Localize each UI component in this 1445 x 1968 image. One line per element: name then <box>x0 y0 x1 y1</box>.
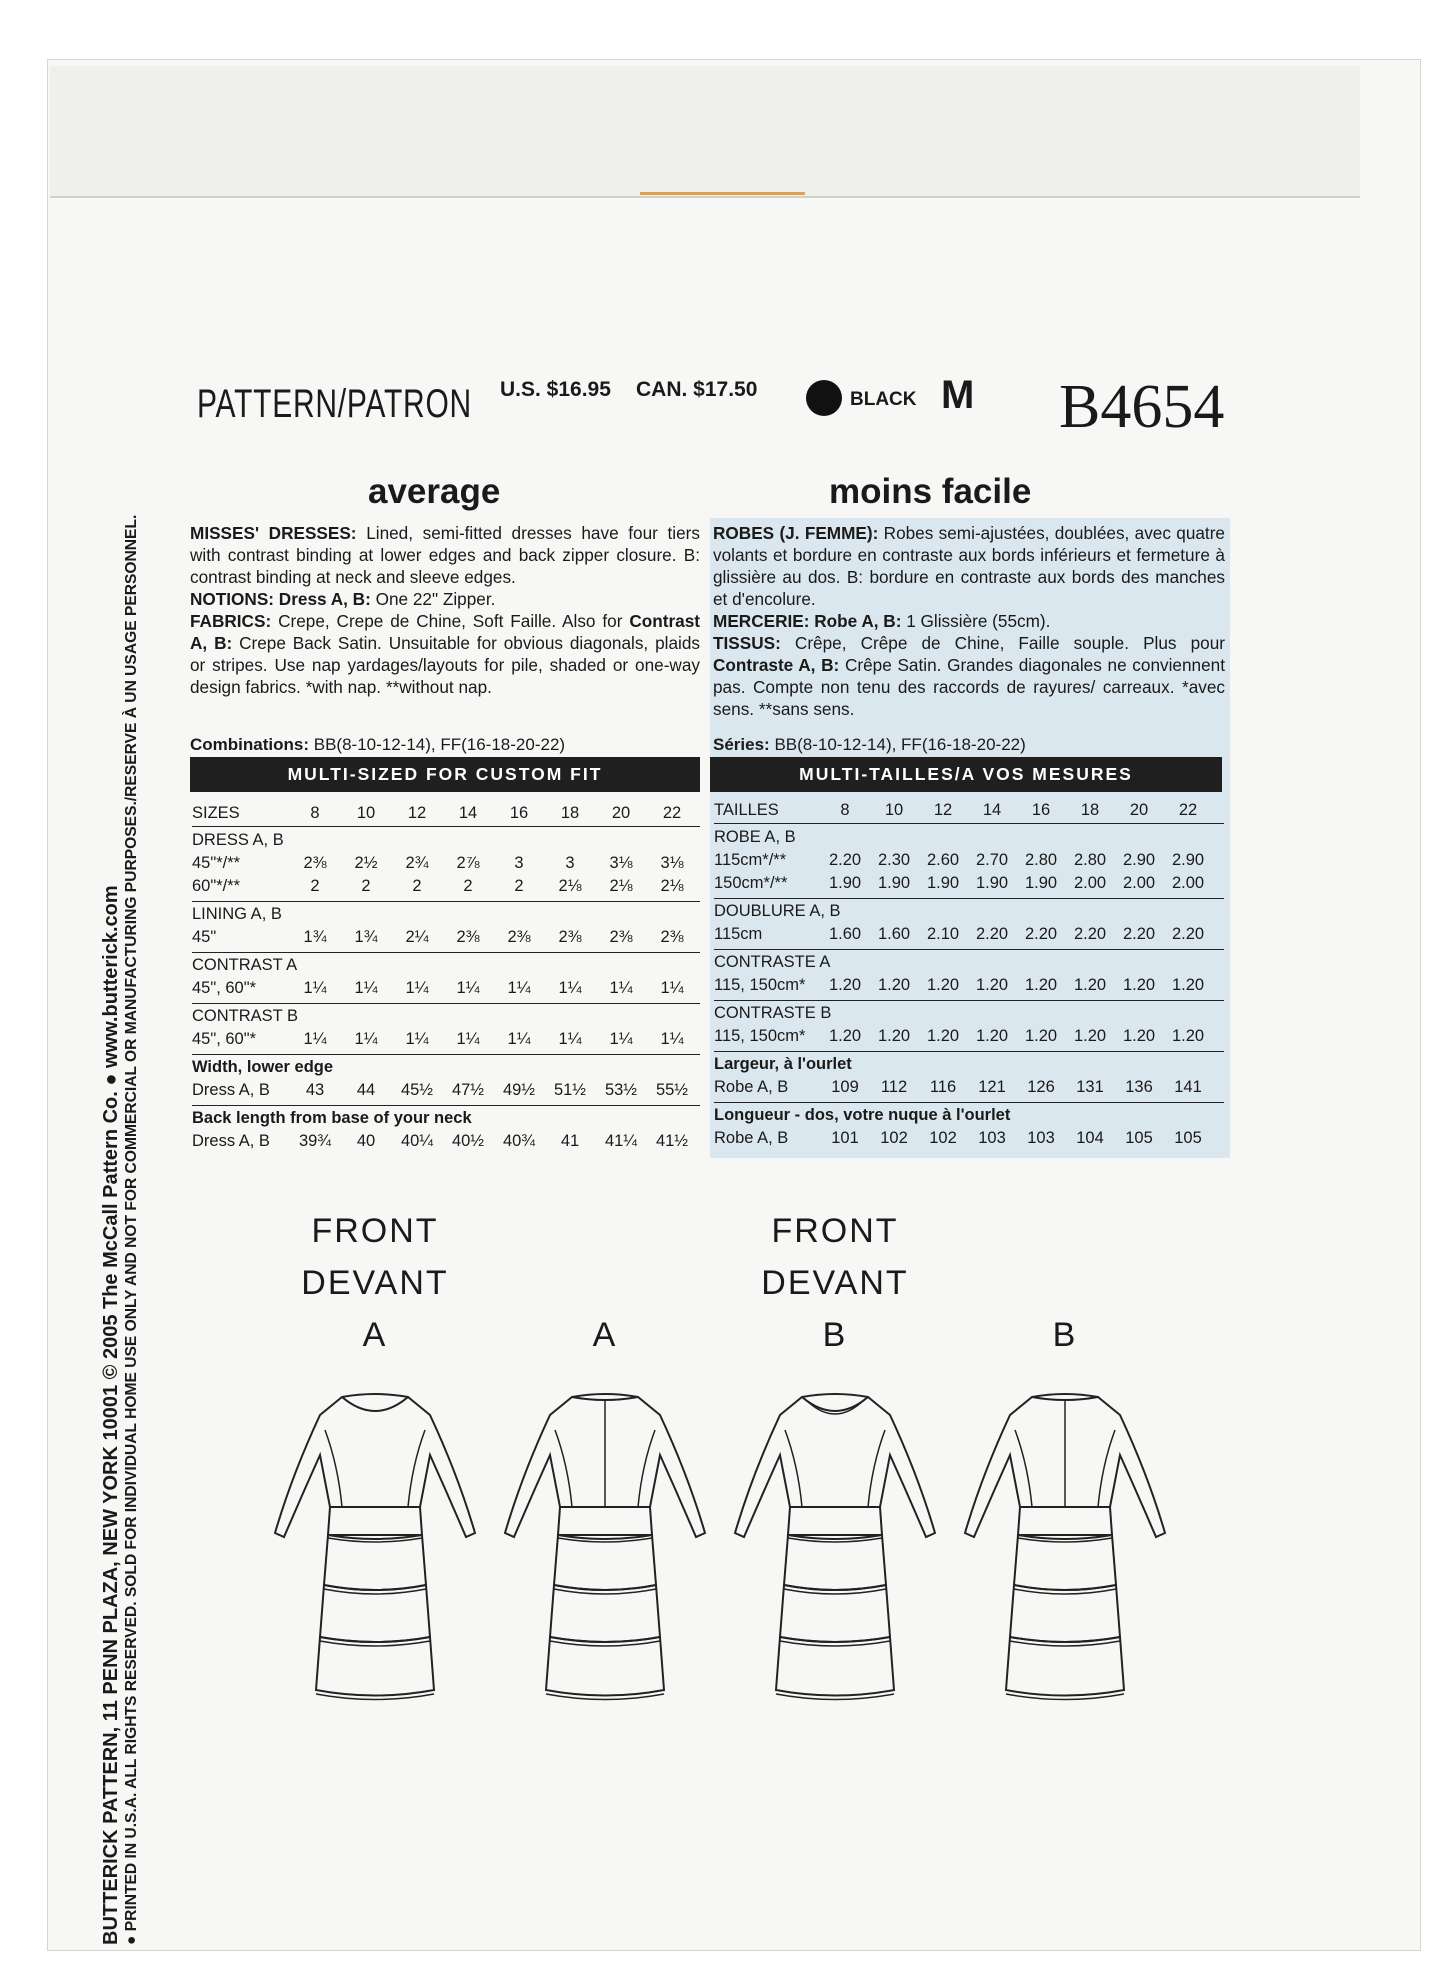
table-title-fr: MULTI-TAILLES/A VOS MESURES <box>710 757 1222 792</box>
width-cell: 116 <box>929 1078 957 1096</box>
difficulty-fr: moins facile <box>829 472 1032 511</box>
value-cell: 1.20 <box>1122 976 1156 994</box>
value-cell: 2 <box>463 877 473 895</box>
view-label <box>955 1205 1175 1361</box>
value-cell: 3 <box>514 854 524 872</box>
row-label: 45", 60"* <box>192 1030 257 1048</box>
robes-title: ROBES (J. FEMME): <box>713 523 879 543</box>
mercerie-text: 1 Glissière (55cm). <box>906 611 1051 631</box>
table-rule <box>192 1105 700 1106</box>
value-cell: 1¼ <box>660 979 684 997</box>
contrast-text: Crepe Back Satin. Unsuitable for obvious diagonals, plaids or stripes. Use nap yardages/layouts for pile, shaded or one-way design fabrics. *with nap. **without nap. <box>190 633 700 697</box>
value-cell: 2⅞ <box>456 854 480 872</box>
table-rule <box>714 949 1224 950</box>
table-rule <box>192 952 700 953</box>
view-line2: DEVANT <box>761 1264 909 1302</box>
view-line2: DEVANT <box>301 1264 449 1302</box>
view-line1 <box>955 1205 1175 1257</box>
back-cell: 40 <box>356 1132 376 1150</box>
value-cell: 1¼ <box>456 979 480 997</box>
value-cell: 1.20 <box>1171 1027 1205 1045</box>
row-label: CONTRASTE B <box>714 1004 832 1022</box>
row-label: 45"*/** <box>192 854 241 872</box>
value-cell: 2.10 <box>926 925 960 943</box>
value-cell: 1.20 <box>975 976 1009 994</box>
value-cell: 2¾ <box>405 854 429 872</box>
value-cell: 1¼ <box>354 979 378 997</box>
value-cell: 2.20 <box>975 925 1009 943</box>
price-us: U.S. $16.95 <box>500 378 611 401</box>
value-cell: 2.80 <box>1073 851 1107 869</box>
size-cell: 14 <box>458 804 478 822</box>
view-letter: B <box>822 1316 848 1354</box>
width-cell: 109 <box>831 1078 859 1096</box>
value-cell: 2⅜ <box>456 928 480 946</box>
value-cell: 2.00 <box>1073 874 1107 892</box>
flap-color-tick <box>640 192 805 195</box>
table-rule <box>714 1000 1224 1001</box>
value-cell: 1¼ <box>609 979 633 997</box>
notions-text: One 22" Zipper. <box>375 589 496 609</box>
value-cell: 3 <box>565 854 575 872</box>
back-cell: 104 <box>1076 1129 1104 1147</box>
series-label: Séries: <box>713 735 770 754</box>
value-cell: 1.60 <box>828 925 862 943</box>
width-cell: 141 <box>1174 1078 1202 1096</box>
width-title: Largeur, à l'ourlet <box>714 1055 852 1073</box>
combinations-en <box>190 735 565 755</box>
difficulty-en: average <box>368 472 501 511</box>
back-cell: 40½ <box>451 1132 485 1150</box>
row-label: 115cm*/** <box>714 851 787 869</box>
view-letter: B <box>1052 1316 1078 1354</box>
width-cell: 131 <box>1076 1078 1104 1096</box>
value-cell: 2⅜ <box>303 854 327 872</box>
value-cell: 1¼ <box>354 1030 378 1048</box>
value-cell: 1.20 <box>1122 1027 1156 1045</box>
value-cell: 2.20 <box>1024 925 1058 943</box>
misses-title: MISSES' DRESSES: <box>190 523 357 543</box>
back-cell: 101 <box>831 1129 859 1147</box>
value-cell: 1¼ <box>558 1030 582 1048</box>
size-cell: 22 <box>1178 801 1198 819</box>
view-line1 <box>495 1205 715 1257</box>
value-cell: 2.80 <box>1024 851 1058 869</box>
combinations-label: Combinations: <box>190 735 309 754</box>
dress-drawing <box>270 1385 480 1725</box>
row-label: CONTRAST B <box>192 1007 299 1025</box>
value-cell: 1¼ <box>609 1030 633 1048</box>
back-cell: 41¼ <box>604 1132 638 1150</box>
back-cell: 41½ <box>655 1132 689 1150</box>
row-label: ROBE A, B <box>714 828 796 846</box>
table-rule <box>192 901 700 902</box>
value-cell: 2⅛ <box>660 877 684 895</box>
value-cell: 1.90 <box>828 874 862 892</box>
size-cell: 8 <box>310 804 320 822</box>
side-line-1: BUTTERICK PATTERN, 11 PENN PLAZA, NEW YORK 10001 © 2005 The McCall Pattern Co. ● www.butterick.com <box>100 885 122 1945</box>
value-cell: 2 <box>310 877 320 895</box>
value-cell: 1.90 <box>975 874 1009 892</box>
description-en <box>190 522 700 698</box>
width-cell: 53½ <box>604 1081 638 1099</box>
side-line-2: ● PRINTED IN U.S.A. ALL RIGHTS RESERVED. SOLD FOR INDIVIDUAL HOME USE ONLY AND NOT FOR COMMERCIAL OR MANUFACTURING PURPOSES./RESERVE À UN USAGE PERSONNEL. <box>123 514 140 1945</box>
width-cell: 49½ <box>502 1081 536 1099</box>
width-cell: 126 <box>1027 1078 1055 1096</box>
row-label: 115, 150cm* <box>714 976 806 994</box>
size-cell: 20 <box>611 804 631 822</box>
table-title-en: MULTI-SIZED FOR CUSTOM FIT <box>190 757 700 792</box>
value-cell: 2⅜ <box>558 928 582 946</box>
value-cell: 2⅜ <box>609 928 633 946</box>
envelope-flap <box>50 66 1360 198</box>
tissus-text: Crêpe, Crêpe de Chine, Faille souple. Plus pour <box>794 633 1225 653</box>
value-cell: 1¼ <box>303 979 327 997</box>
value-cell: 2⅜ <box>507 928 531 946</box>
size-cell: 20 <box>1129 801 1149 819</box>
table-rule <box>192 826 700 827</box>
robes-text: Robes semi-ajustées, doublées, avec quatre volants et bordure en contraste aux bords inférieurs et fermeture à glissière au dos. B: bordure en contraste aux bords des manches et d'encolure. <box>713 523 1225 609</box>
value-cell: 2.90 <box>1122 851 1156 869</box>
color-dot-icon <box>806 380 842 416</box>
row-label: CONTRAST A <box>192 956 298 974</box>
value-cell: 1.20 <box>1024 976 1058 994</box>
value-cell: 1.90 <box>1024 874 1058 892</box>
value-cell: 2.90 <box>1171 851 1205 869</box>
width-title: Width, lower edge <box>192 1058 334 1076</box>
dress-drawing <box>730 1385 940 1725</box>
row-label: 45" <box>192 928 217 946</box>
view-line2 <box>495 1257 715 1309</box>
table-rule <box>192 1003 700 1004</box>
value-cell: 2½ <box>354 854 378 872</box>
value-cell: 2.60 <box>926 851 960 869</box>
value-cell: 1.20 <box>975 1027 1009 1045</box>
yardage-table-fr <box>714 797 1224 1152</box>
sizes-label: TAILLES <box>714 801 779 819</box>
fabrics-text: Crepe, Crepe de Chine, Soft Faille. Also for <box>278 611 623 631</box>
size-cell: 12 <box>407 804 427 822</box>
width-cell: 45½ <box>400 1081 434 1099</box>
back-cell: 105 <box>1174 1129 1202 1147</box>
value-cell: 2.70 <box>975 851 1009 869</box>
contraste-title: Contraste A, B: <box>713 655 840 675</box>
back-cell: 102 <box>880 1129 908 1147</box>
size-cell: 12 <box>933 801 953 819</box>
value-cell: 1¼ <box>660 1030 684 1048</box>
pattern-number: B4654 <box>1059 373 1225 441</box>
contrast-title: Contrast A, B: <box>190 611 700 653</box>
width-cell: 44 <box>356 1081 376 1099</box>
color-label: BLACK <box>850 389 917 410</box>
size-cell: 14 <box>982 801 1002 819</box>
view-line2 <box>955 1257 1175 1309</box>
view-label <box>495 1205 715 1361</box>
width-label: Dress A, B <box>192 1081 270 1099</box>
size-letter: M <box>941 373 975 417</box>
value-cell: 2 <box>412 877 422 895</box>
back-cell: 41 <box>560 1132 580 1150</box>
size-cell: 16 <box>509 804 529 822</box>
series-value: BB(8-10-12-14), FF(16-18-20-22) <box>774 735 1026 754</box>
value-cell: 1¼ <box>558 979 582 997</box>
size-cell: 16 <box>1031 801 1051 819</box>
value-cell: 2.20 <box>1171 925 1205 943</box>
value-cell: 2.30 <box>877 851 911 869</box>
value-cell: 1.20 <box>926 976 960 994</box>
value-cell: 2⅜ <box>660 928 684 946</box>
value-cell: 1¼ <box>405 979 429 997</box>
value-cell: 1¼ <box>303 1030 327 1048</box>
width-label: Robe A, B <box>714 1078 789 1096</box>
price-can: CAN. $17.50 <box>636 378 758 401</box>
view-label <box>265 1205 485 1361</box>
width-cell: 121 <box>978 1078 1006 1096</box>
value-cell: 1.20 <box>828 976 862 994</box>
value-cell: 3⅛ <box>609 854 633 872</box>
width-cell: 43 <box>305 1081 325 1099</box>
row-label: DRESS A, B <box>192 831 284 849</box>
value-cell: 1.20 <box>1073 976 1107 994</box>
view-letter: A <box>592 1316 618 1354</box>
back-cell: 40¾ <box>502 1132 536 1150</box>
value-cell: 2.00 <box>1122 874 1156 892</box>
row-label: 150cm*/** <box>714 874 788 892</box>
size-cell: 8 <box>840 801 850 819</box>
value-cell: 2⅛ <box>558 877 582 895</box>
row-label: 60"*/** <box>192 877 241 895</box>
back-cell: 39¾ <box>298 1132 332 1150</box>
view-line1: FRONT <box>771 1212 899 1250</box>
size-cell: 10 <box>356 804 376 822</box>
value-cell: 1.90 <box>877 874 911 892</box>
back-title: Longueur - dos, votre nuque à l'ourlet <box>714 1106 1011 1124</box>
view-letter: A <box>362 1316 388 1354</box>
dress-drawing <box>500 1385 710 1725</box>
value-cell: 2.00 <box>1171 874 1205 892</box>
value-cell: 2.20 <box>1122 925 1156 943</box>
view-label <box>725 1205 945 1361</box>
value-cell: 1.20 <box>1171 976 1205 994</box>
value-cell: 3⅛ <box>660 854 684 872</box>
notions-title: NOTIONS: Dress A, B: <box>190 589 371 609</box>
combinations-value: BB(8-10-12-14), FF(16-18-20-22) <box>313 735 566 754</box>
pattern-label: PATTERN/PATRON <box>197 382 472 426</box>
mercerie-title: MERCERIE: Robe A, B: <box>713 611 902 631</box>
back-cell: 40¼ <box>400 1132 434 1150</box>
width-cell: 136 <box>1125 1078 1153 1096</box>
row-label: 115cm <box>714 925 763 943</box>
tissus-title: TISSUS: <box>713 633 781 653</box>
value-cell: 2 <box>361 877 371 895</box>
table-rule <box>192 1054 700 1055</box>
value-cell: 2⅛ <box>609 877 633 895</box>
row-label: 115, 150cm* <box>714 1027 806 1045</box>
value-cell: 2.20 <box>1073 925 1107 943</box>
table-rule <box>714 1102 1224 1103</box>
value-cell: 2¼ <box>405 928 429 946</box>
value-cell: 1.90 <box>926 874 960 892</box>
combinations-fr <box>713 735 1026 755</box>
back-cell: 102 <box>929 1129 957 1147</box>
table-rule <box>714 1051 1224 1052</box>
size-cell: 18 <box>1080 801 1100 819</box>
back-cell: 105 <box>1125 1129 1153 1147</box>
table-rule <box>714 823 1224 824</box>
sizes-label: SIZES <box>192 804 240 822</box>
size-cell: 18 <box>560 804 580 822</box>
value-cell: 1¼ <box>507 979 531 997</box>
width-cell: 51½ <box>553 1081 587 1099</box>
value-cell: 1¼ <box>456 1030 480 1048</box>
back-label: Dress A, B <box>192 1132 270 1150</box>
dress-drawing <box>960 1385 1170 1725</box>
value-cell: 1¾ <box>303 928 327 946</box>
value-cell: 1.20 <box>828 1027 862 1045</box>
contraste-text: Crêpe Satin. Grandes diagonales ne conviennent pas. Compte non tenu des raccords de rayures/ carreaux. *avec sens. **sans sens. <box>713 655 1226 719</box>
back-cell: 103 <box>1027 1129 1055 1147</box>
value-cell: 2.20 <box>828 851 862 869</box>
back-cell: 103 <box>978 1129 1006 1147</box>
value-cell: 1¾ <box>354 928 378 946</box>
value-cell: 1.60 <box>877 925 911 943</box>
value-cell: 1.20 <box>877 976 911 994</box>
fabrics-title: FABRICS: <box>190 611 272 631</box>
width-cell: 47½ <box>451 1081 485 1099</box>
value-cell: 1¼ <box>507 1030 531 1048</box>
misses-text: Lined, semi-fitted dresses have four tiers with contrast binding at lower edges and back zipper closure. B: contrast binding at neck and sleeve edges. <box>190 523 700 587</box>
row-label: CONTRASTE A <box>714 953 831 971</box>
yardage-table-en <box>192 800 700 1155</box>
value-cell: 1.20 <box>877 1027 911 1045</box>
back-label: Robe A, B <box>714 1129 789 1147</box>
view-line1: FRONT <box>311 1212 439 1250</box>
description-fr <box>713 522 1225 720</box>
value-cell: 1¼ <box>405 1030 429 1048</box>
back-title: Back length from base of your neck <box>192 1109 472 1127</box>
row-label: DOUBLURE A, B <box>714 902 841 920</box>
value-cell: 1.20 <box>1024 1027 1058 1045</box>
width-cell: 55½ <box>655 1081 689 1099</box>
width-cell: 112 <box>880 1078 908 1096</box>
size-cell: 10 <box>884 801 904 819</box>
table-rule <box>714 898 1224 899</box>
value-cell: 1.20 <box>926 1027 960 1045</box>
size-cell: 22 <box>662 804 682 822</box>
row-label: LINING A, B <box>192 905 282 923</box>
side-legal-text <box>100 495 141 1945</box>
row-label: 45", 60"* <box>192 979 257 997</box>
value-cell: 2 <box>514 877 524 895</box>
value-cell: 1.20 <box>1073 1027 1107 1045</box>
